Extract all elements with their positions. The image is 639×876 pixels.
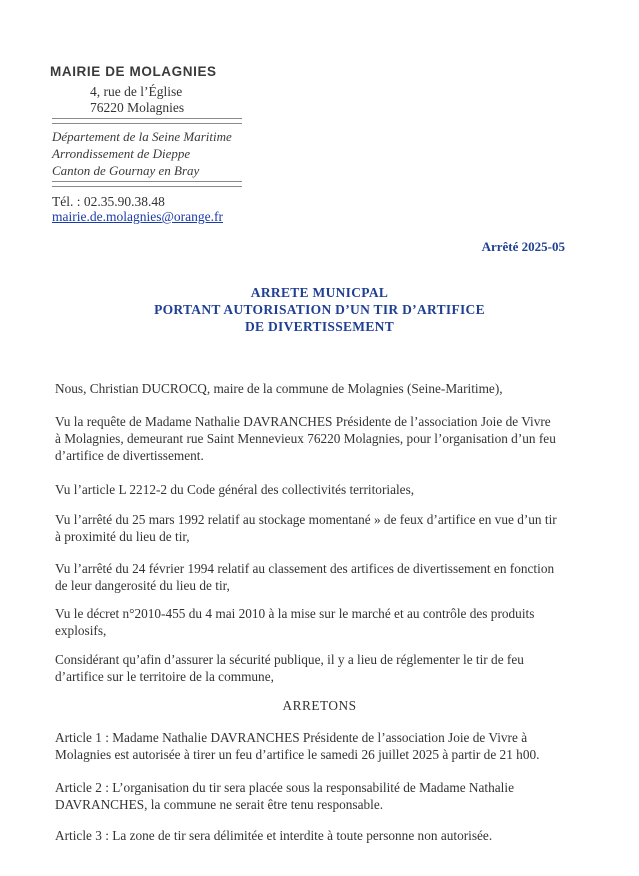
- paragraph-line: Nous, Christian DUCROCQ, maire de la commune de Molagnies (Seine-Maritime),: [55, 381, 503, 396]
- paragraph-considerant: [55, 651, 595, 685]
- article-1: [55, 729, 595, 763]
- paragraph-line: à proximité du lieu de tir,: [55, 529, 190, 544]
- paragraph-vu-article: [55, 481, 595, 498]
- paragraph-line: Article 2 : L’organisation du tir sera placée sous la responsabilité de Madame Nathalie: [55, 780, 514, 795]
- paragraph-line: DAVRANCHES, la commune ne serait être tenu responsable.: [55, 797, 384, 812]
- paragraph-vu-arrete-1992: [55, 511, 595, 545]
- paragraph-vu-requete: [55, 413, 595, 464]
- paragraph-line: Vu l’article L 2212-2 du Code général des collectivités territoriales,: [55, 482, 415, 497]
- arretons-heading: ARRETONS: [282, 698, 357, 713]
- department-line: Département de la Seine Maritime: [52, 129, 232, 144]
- paragraph-line: Vu l’arrêté du 25 mars 1992 relatif au stockage momentané » de feux d’artifice en vue d’un tir: [55, 512, 557, 527]
- article-2: [55, 779, 595, 813]
- paragraph-vu-arrete-1994: [55, 560, 595, 594]
- paragraph-line: Molagnies est autorisée à tirer un feu d’artifice le samedi 26 juillet 2025 à partir de 21 h00.: [55, 747, 540, 762]
- article-3: [55, 827, 595, 844]
- paragraph-line: Article 1 : Madame Nathalie DAVRANCHES Présidente de l’association Joie de Vivre à: [55, 730, 528, 745]
- paragraph-line: Vu la requête de Madame Nathalie DAVRANCHES Présidente de l’association Joie de Vivre: [55, 414, 551, 429]
- title-line-3: DE DIVERTISSEMENT: [244, 319, 395, 334]
- mairie-title: MAIRIE DE MOLAGNIES: [50, 64, 217, 79]
- double-rule-divider: [52, 181, 242, 187]
- paragraph-line: Vu l’arrêté du 24 février 1994 relatif au classement des artifices de divertissement en fonction: [55, 561, 555, 576]
- arrete-number: Arrêté 2025-05: [481, 239, 565, 254]
- paragraph-line: explosifs,: [55, 623, 107, 638]
- paragraph-line: Article 3 : La zone de tir sera délimitée et interdite à toute personne non autorisée.: [55, 828, 493, 843]
- paragraph-line: Considérant qu’afin d’assurer la sécurité publique, il y a lieu de réglementer le tir de feu: [55, 652, 524, 667]
- title-line-1: ARRETE MUNICPAL: [250, 285, 389, 300]
- paragraph-line: d’artifice sur le territoire de la commune,: [55, 669, 274, 684]
- address-street: 4, rue de l’Église: [90, 84, 183, 99]
- double-rule-divider: [52, 118, 242, 124]
- canton-line: Canton de Gournay en Bray: [52, 163, 200, 178]
- paragraph-line: à Molagnies, demeurant rue Saint Mennevieux 76220 Molagnies, pour l’organisation d’un feu: [55, 431, 556, 446]
- paragraph-line: de leur dangerosité du lieu de tir,: [55, 578, 230, 593]
- paragraph-line: d’artifice de divertissement.: [55, 448, 204, 463]
- email-link[interactable]: mairie.de.molagnies@orange.fr: [52, 209, 223, 224]
- paragraph-line: Vu le décret n°2010-455 du 4 mai 2010 à la mise sur le marché et au contrôle des produits: [55, 606, 535, 621]
- paragraph-nous: [55, 380, 595, 397]
- telephone: Tél. : 02.35.90.38.48: [52, 194, 165, 209]
- paragraph-vu-decret: [55, 605, 595, 639]
- address-city: 76220 Molagnies: [90, 100, 185, 115]
- arrondissement-line: Arrondissement de Dieppe: [52, 146, 191, 161]
- title-line-2: PORTANT AUTORISATION D’UN TIR D’ARTIFICE: [154, 302, 485, 317]
